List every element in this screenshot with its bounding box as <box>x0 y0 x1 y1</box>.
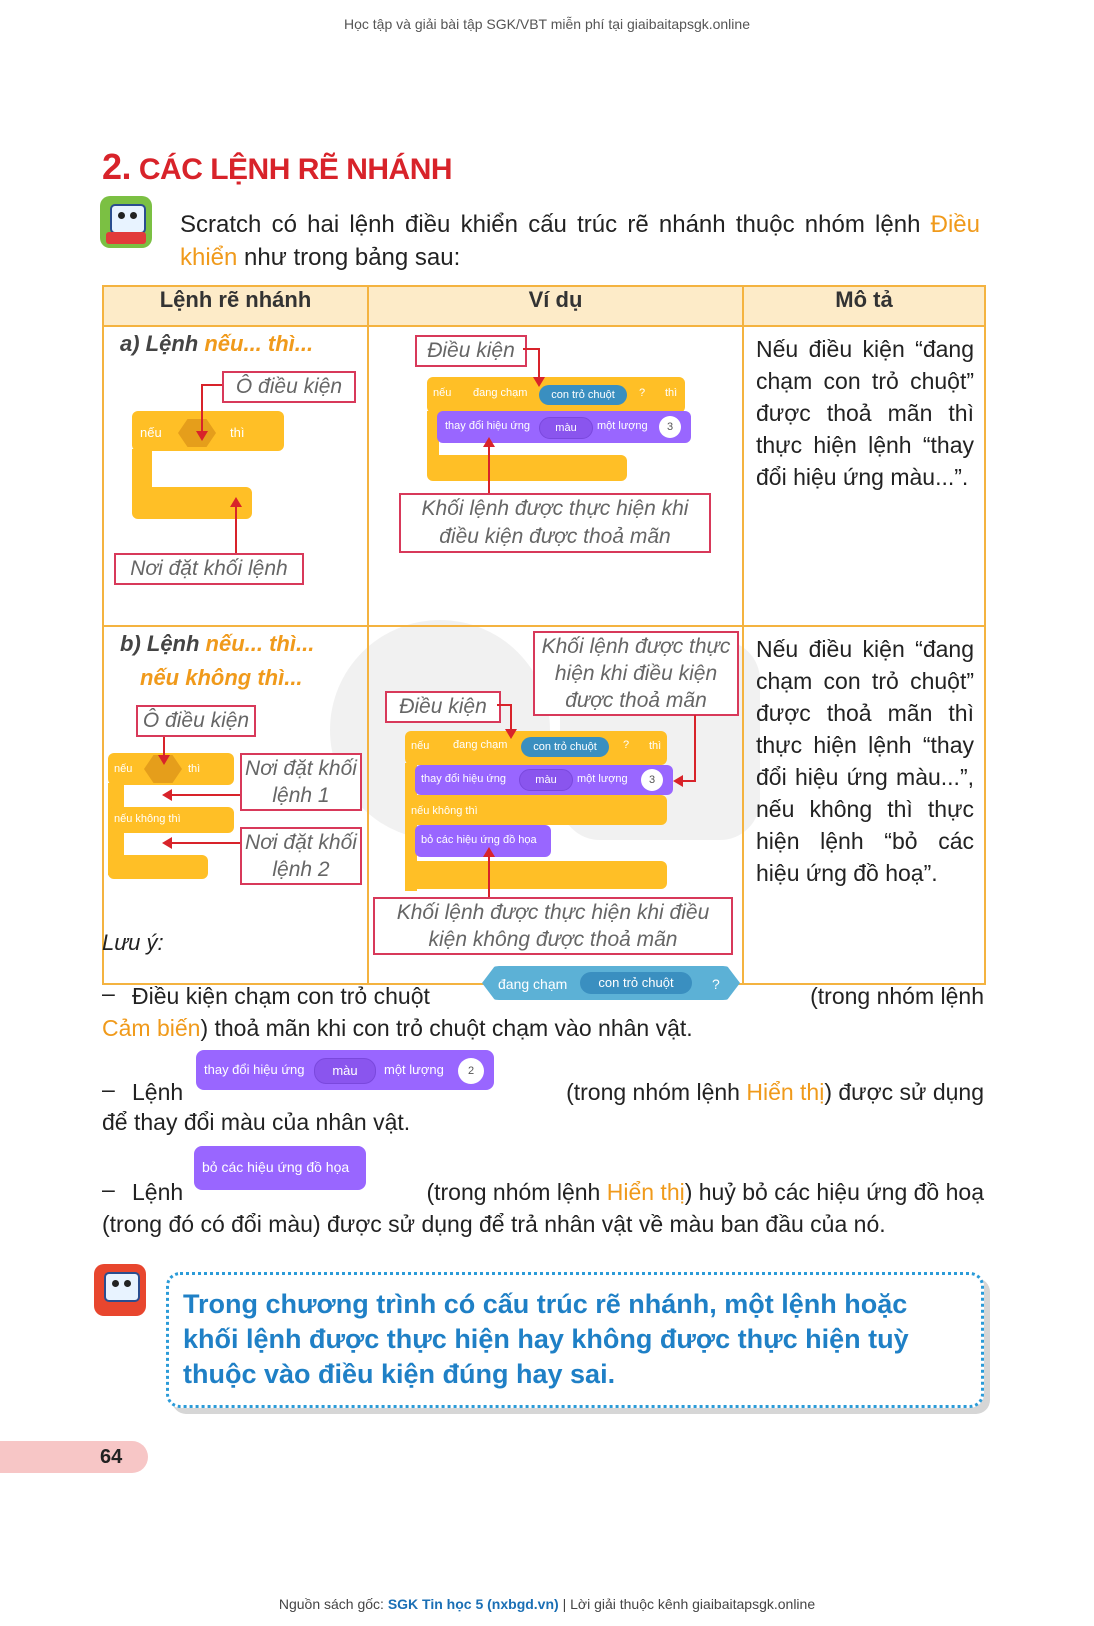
row1-block-then: thì <box>230 425 245 440</box>
note1-text: Điều kiện chạm con trỏ chuột <box>132 983 430 1009</box>
row2-ex-clear: bỏ các hiệu ứng đồ họa <box>421 834 537 846</box>
row1-ex-block-label: Khối lệnh được thực hiện khi điều kiện được thoả mãn <box>399 493 711 553</box>
row2-command-else: nếu không thì... <box>140 665 303 690</box>
note3-line2: (trong đó có đổi màu) được sử dụng để trả nhân vật về màu ban đầu của nó. <box>102 1211 886 1237</box>
row2-label-place2: Nơi đặt khối lệnh 2 <box>240 827 362 885</box>
row1-ex-condition-label: Điều kiện <box>415 335 527 367</box>
row1-label-block-place: Nơi đặt khối lệnh <box>114 553 304 585</box>
intro-highlight: Điều khiển <box>180 211 980 271</box>
row2-command-cell: b) Lệnh nếu... thì... nếu không thì... nếu thì nếu không thì Ô điều kiện Nơi đặt khối lệnh 1 Nơi đặt khối lệnh 2 <box>104 627 367 983</box>
note3-text: (trong nhóm lệnh Hiển thị) huỷ bỏ các hiệu ứng đồ hoạ <box>426 1179 984 1205</box>
intro-paragraph: Scratch có hai lệnh điều khiển cấu trúc rẽ nhánh thuộc nhóm lệnh Điều khiển như trong bảng sau: <box>180 211 980 271</box>
note2-line2: để thay đổi màu của nhân vật. <box>102 1109 411 1135</box>
mascot-reading-icon <box>100 196 152 248</box>
footer-book-link[interactable]: SGK Tin học 5 (nxbgd.vn) <box>387 1596 559 1612</box>
mascot-key-icon <box>94 1264 146 1316</box>
note1-line2: Cảm biến) thoả mãn khi con trỏ chuột chạm vào nhân vật. <box>102 1015 693 1041</box>
row1-example-cell: Điều kiện nếu thì đang chạm con trỏ chuột ? thay đổi hiệu ứng màu một lượng 3 Khối lệnh được thực hiện khi điều kiện được thoả mãn <box>369 327 742 625</box>
row2-example-cell: Điều kiện Khối lệnh được thực hiện khi điều kiện được thoả mãn nếu thì nếu không thì đang chạm con trỏ chuột ? thay đổi hiệu ứng màu một lượng 3 bỏ các hiệu ứng đồ họa Khối lệnh được thực hiện khi điều kiện không được thoả mãn <box>369 627 742 983</box>
row2-block-else: nếu không thì <box>114 813 181 825</box>
row1-block-if: nếu <box>140 425 162 440</box>
row2-ex-condition-label: Điều kiện <box>385 691 501 723</box>
note2-text: (trong nhóm lệnh Hiển thị) được sử dụng <box>566 1079 984 1105</box>
row1-command-name: a) Lệnh nếu... thì... <box>120 331 314 356</box>
row2-ex-false-label: Khối lệnh được thực hiện khi điều kiện không được thoả mãn <box>373 897 733 955</box>
note-title: Lưu ý: <box>102 930 164 955</box>
row1-description: Nếu điều kiện “đang chạm con trỏ chuột” được thoả mãn thì thực hiện lệnh “thay đổi hiệu ứng màu...”. <box>756 336 974 490</box>
row2-label-place1: Nơi đặt khối lệnh 1 <box>240 753 362 811</box>
section-title <box>102 146 452 188</box>
section-title-text: CÁC LỆNH RẼ NHÁNH <box>138 153 453 186</box>
row2-label-condition-slot: Ô điều kiện <box>136 705 256 737</box>
key-message-box <box>166 1272 984 1408</box>
branching-table <box>102 285 986 985</box>
row2-description: Nếu điều kiện “đang chạm con trỏ chuột” được thoả mãn thì thực hiện lệnh “thay đổi hiệu ứng màu...”, nếu không thì thực hiện lệnh “bỏ các hiệu ứng đồ hoạ”. <box>756 636 974 886</box>
row1-label-condition-slot: Ô điều kiện <box>222 371 356 403</box>
header-example: Ví dụ <box>368 286 743 326</box>
header-command: Lệnh rẽ nhánh <box>103 286 368 326</box>
row1-command-cell <box>104 327 367 625</box>
key-message: Trong chương trình có cấu trúc rẽ nhánh, một lệnh hoặc khối lệnh được thực hiện hay không được thực hiện tuỳ thuộc vào điều kiện đúng hay sai. <box>183 1289 909 1389</box>
section-number: 2. <box>102 146 132 187</box>
row2-ex-true-label: Khối lệnh được thực hiện khi điều kiện được thoả mãn <box>533 631 739 716</box>
page-number: 64 <box>0 1441 148 1473</box>
row2-command-name: b) Lệnh nếu... thì... <box>120 631 315 656</box>
header-description: Mô tả <box>743 286 985 326</box>
page-header: Học tập và giải bài tập SGK/VBT miễn phí tại giaibaitapsgk.online <box>344 16 750 32</box>
page-footer: Nguồn sách gốc: SGK Tin học 5 (nxbgd.vn) | Lời giải thuộc kênh giaibaitapsgk.online <box>278 1596 816 1612</box>
